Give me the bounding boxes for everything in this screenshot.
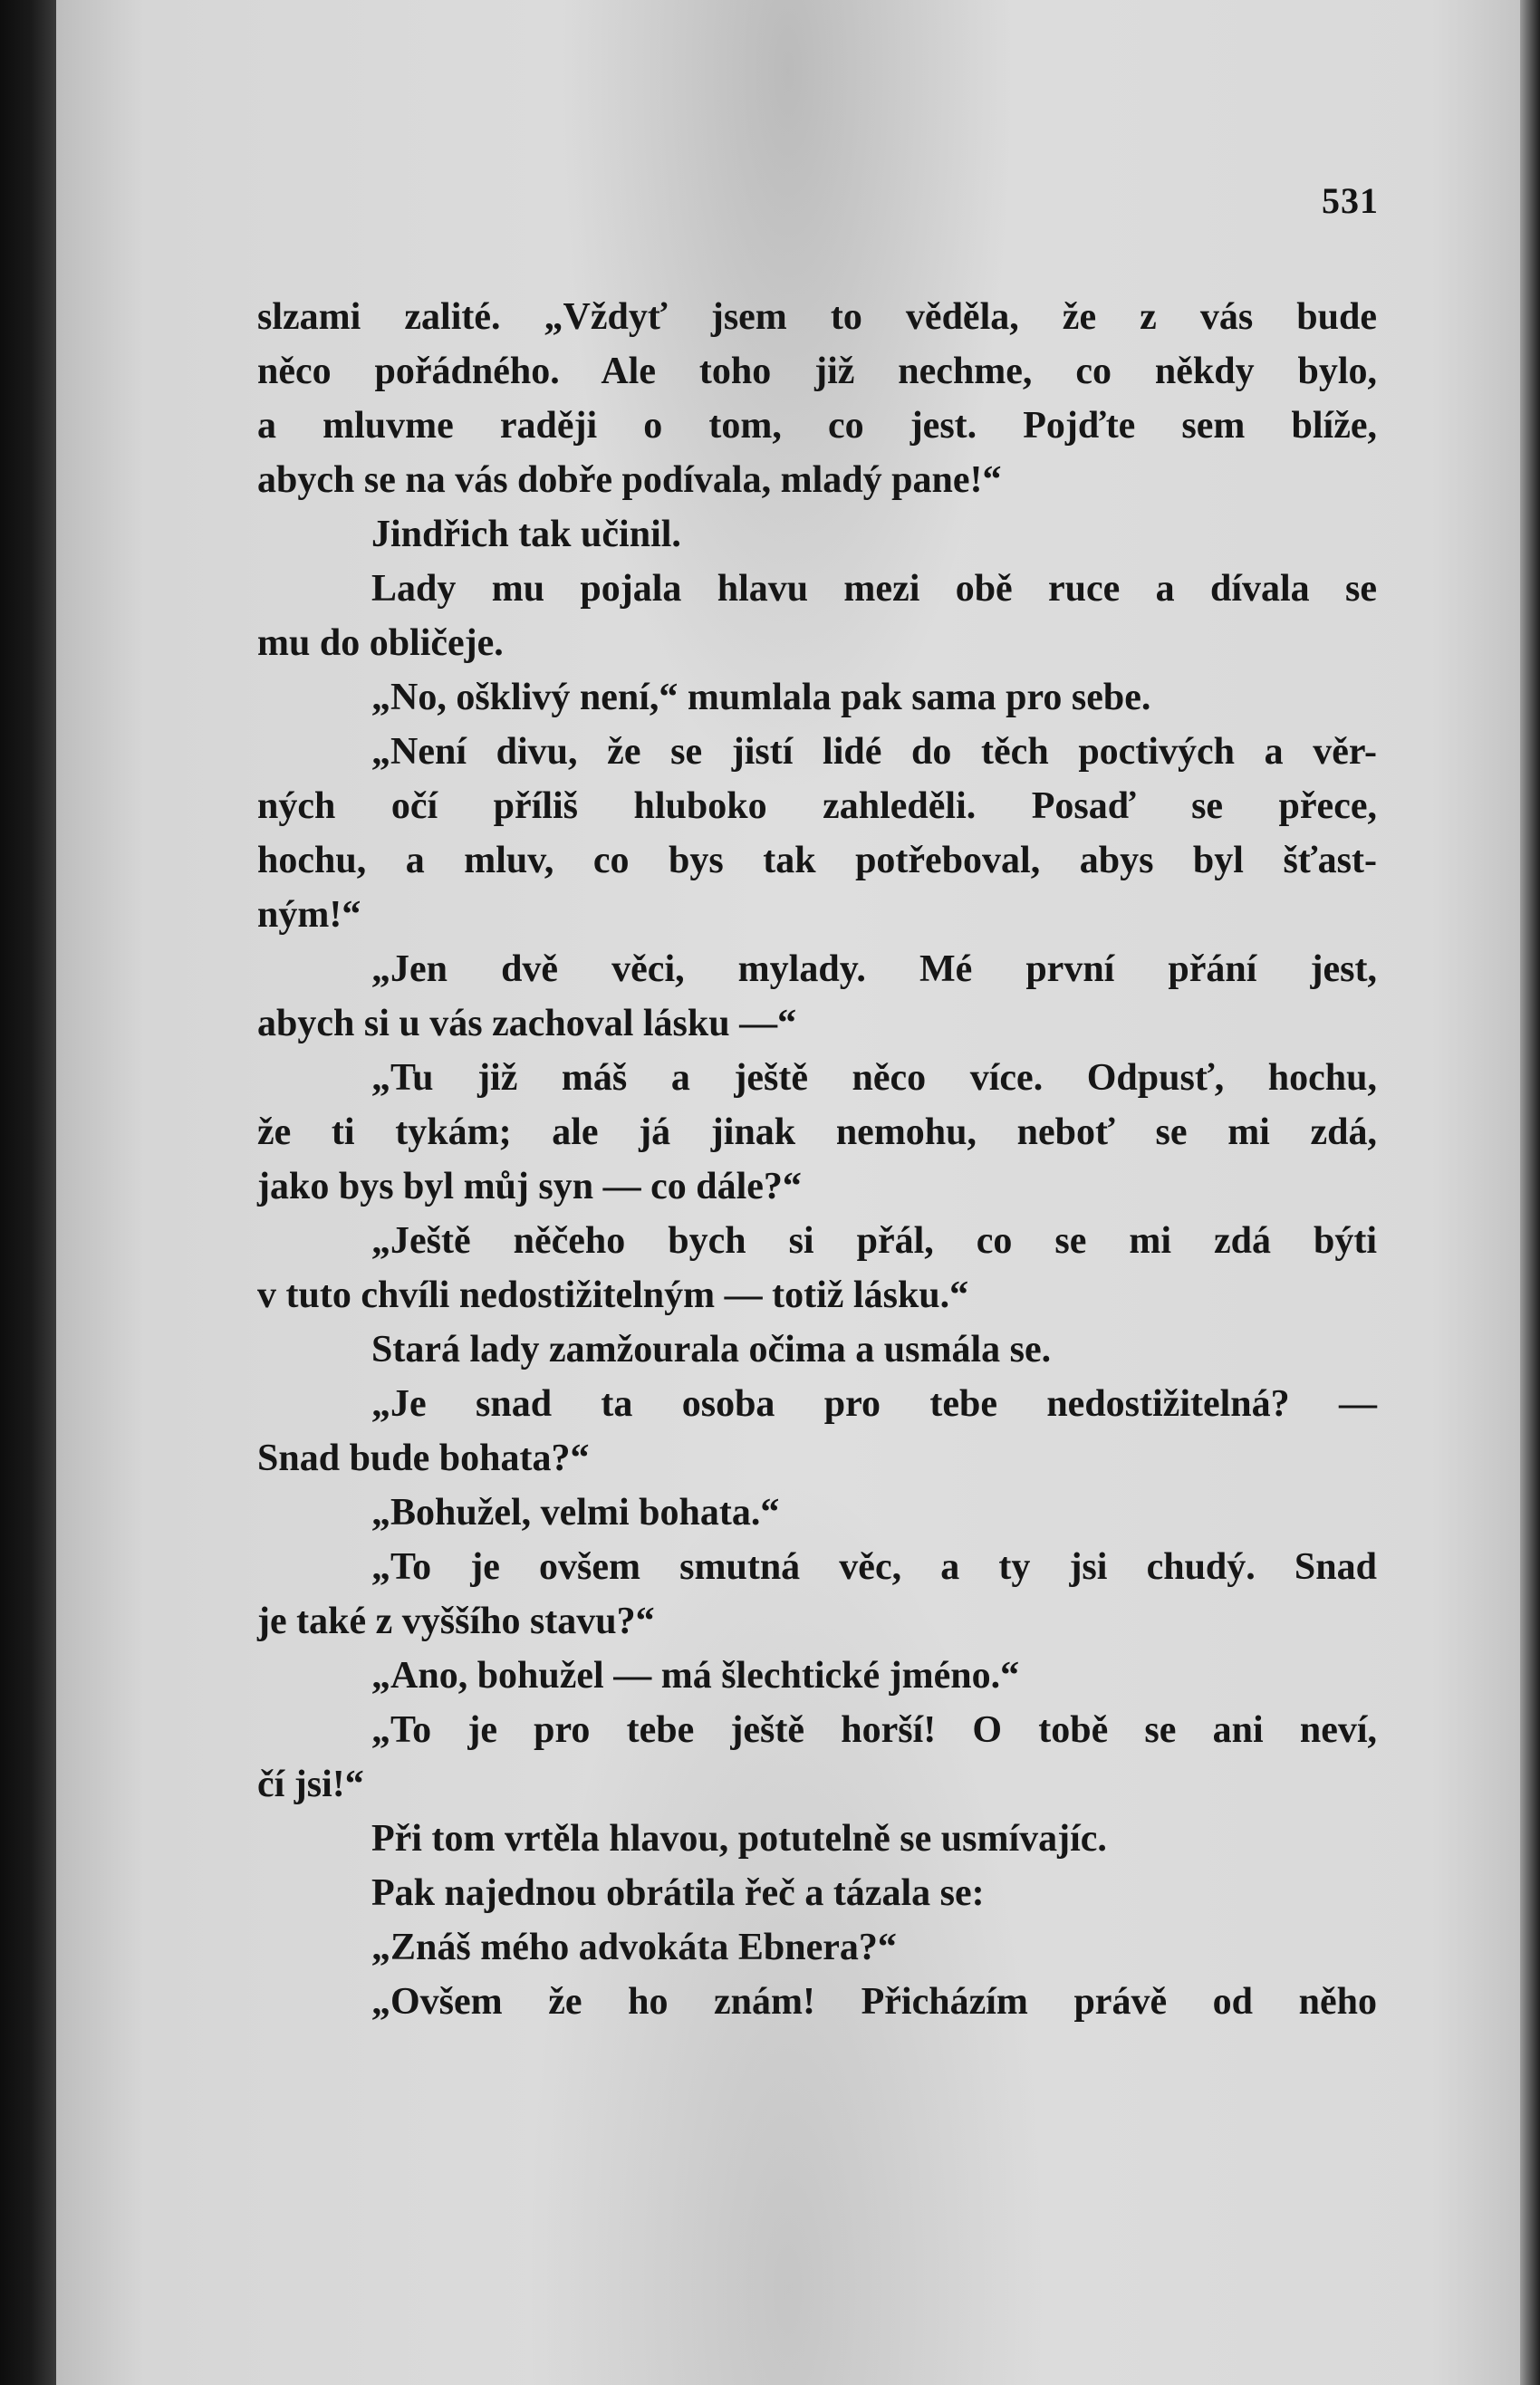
- text-line: Pak najednou obrátila řeč a tázala se:: [371, 1872, 985, 1914]
- text-line: v tuto chvíli nedostižitelným — totiž lásku.“: [257, 1274, 969, 1316]
- text-line: Jindřich tak učinil.: [371, 514, 681, 555]
- text-line: slzami zalité. „Vždyť jsem to věděla, že z vás bude: [257, 296, 1377, 338]
- text-line: „Bohužel, velmi bohata.“: [371, 1492, 780, 1534]
- text-line: je také z vyššího stavu?“: [257, 1601, 655, 1642]
- text-line: „To je pro tebe ještě horší! O tobě se ani neví,: [371, 1709, 1377, 1751]
- text-line: „Znáš mého advokáta Ebnera?“: [371, 1927, 897, 1968]
- text-line: Lady mu pojala hlavu mezi obě ruce a dívala se: [371, 568, 1377, 610]
- text-line: abych si u vás zachoval lásku —“: [257, 1003, 797, 1044]
- page-number: 531: [1322, 180, 1379, 221]
- text-line: jako bys byl můj syn — co dále?“: [257, 1166, 802, 1207]
- text-line: mu do obličeje.: [257, 622, 504, 664]
- text-line: „Ano, bohužel — má šlechtické jméno.“: [371, 1655, 1020, 1697]
- text-line: „To je ovšem smutná věc, a ty jsi chudý. Snad: [371, 1546, 1377, 1588]
- text-line: ným!“: [257, 894, 361, 936]
- text-line: „Není divu, že se jistí lidé do těch poctivých a věr-: [371, 731, 1377, 773]
- text-line: něco pořádného. Ale toho již nechme, co někdy bylo,: [257, 351, 1377, 392]
- scan-right-edge: [1520, 0, 1540, 2385]
- text-line: ných očí příliš hluboko zahleděli. Posaď se přece,: [257, 785, 1377, 827]
- text-line: čí jsi!“: [257, 1764, 364, 1805]
- text-line: Při tom vrtěla hlavou, potutelně se usmívajíc.: [371, 1818, 1107, 1860]
- text-line: „Jen dvě věci, mylady. Mé první přání jest,: [371, 948, 1377, 990]
- text-line: hochu, a mluv, co bys tak potřeboval, abys byl šťast-: [257, 840, 1377, 881]
- text-line: „Ještě něčeho bych si přál, co se mi zdá býti: [371, 1220, 1377, 1262]
- text-line: „Tu již máš a ještě něco více. Odpusť, hochu,: [371, 1057, 1377, 1099]
- text-line: „No, ošklivý není,“ mumlala pak sama pro sebe.: [371, 677, 1151, 718]
- text-line: Snad bude bohata?“: [257, 1438, 590, 1479]
- text-line: abych se na vás dobře podívala, mladý pane!“: [257, 459, 1002, 501]
- scan-left-edge: [0, 0, 56, 2385]
- text-line: že ti tykám; ale já jinak nemohu, neboť se mi zdá,: [257, 1111, 1377, 1153]
- page-text: [257, 290, 1377, 2083]
- text-line: Stará lady zamžourala očima a usmála se.: [371, 1329, 1052, 1370]
- text-line: a mluvme raději o tom, co jest. Pojďte sem blíže,: [257, 405, 1377, 447]
- text-line: „Je snad ta osoba pro tebe nedostižitelná? —: [371, 1383, 1377, 1425]
- text-line: „Ovšem že ho znám! Přicházím právě od něho: [371, 1981, 1377, 2023]
- book-page: [56, 0, 1520, 2385]
